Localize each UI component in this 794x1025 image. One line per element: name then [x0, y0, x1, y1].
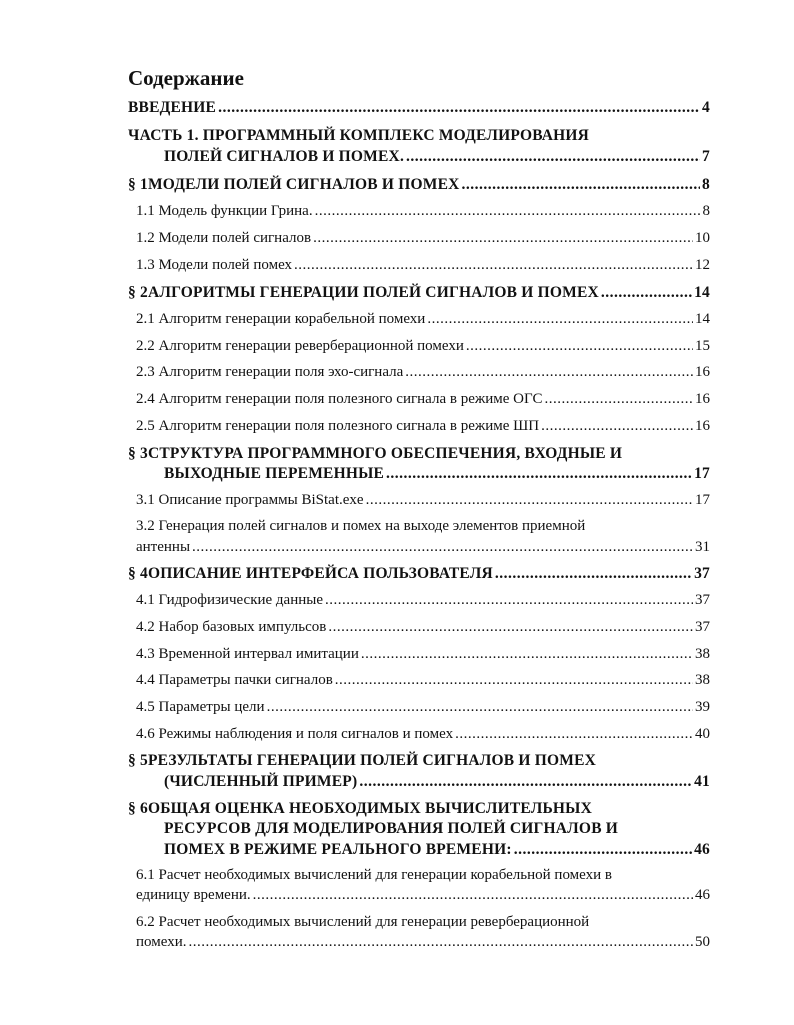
toc-entry-1-2[interactable]: 1.2 Модели полей сигналов ..... 10: [136, 230, 710, 247]
toc-entry-introduction[interactable]: ВВЕДЕНИЕ ..... 4: [128, 99, 710, 117]
toc-entry-section1[interactable]: § 1МОДЕЛИ ПОЛЕЙ СИГНАЛОВ И ПОМЕХ ..... 8: [128, 176, 710, 194]
toc-entry-section3-line1: § 3СТРУКТУРА ПРОГРАММНОГО ОБЕСПЕЧЕНИЯ, ВХОДНЫЕ И: [128, 445, 623, 462]
page-number: 46: [694, 841, 710, 858]
toc-entry-section6-line1: § 6ОБЩАЯ ОЦЕНКА НЕОБХОДИМЫХ ВЫЧИСЛИТЕЛЬНЫХ: [128, 800, 592, 817]
toc-entry-2-2[interactable]: 2.2 Алгоритм генерации реверберационной помехи ..... 15: [136, 338, 710, 355]
page-number: 16: [695, 364, 710, 380]
page-number: 8: [702, 203, 710, 219]
page-number: 17: [695, 492, 710, 508]
toc-entry-section6[interactable]: ПОМЕХ В РЕЖИМЕ РЕАЛЬНОГО ВРЕМЕНИ: ..... 46: [164, 841, 710, 859]
page-number: 46: [695, 887, 710, 903]
toc-entry-6-2-line1: 6.2 Расчет необходимых вычислений для генерации реверберационной: [136, 914, 590, 930]
toc-entry-section6-line2: РЕСУРСОВ ДЛЯ МОДЕЛИРОВАНИЯ ПОЛЕЙ СИГНАЛОВ И: [164, 820, 619, 837]
toc-entry-2-1[interactable]: 2.1 Алгоритм генерации корабельной помехи ..... 14: [136, 311, 710, 328]
toc-entry-1-3[interactable]: 1.3 Модели полей помех ..... 12: [136, 257, 710, 274]
page-number: 37: [695, 592, 710, 608]
page-number: 16: [695, 418, 710, 434]
page-number: 31: [695, 539, 710, 555]
toc-entry-4-3[interactable]: 4.3 Временной интервал имитации ..... 38: [136, 646, 710, 663]
toc-entry-4-1[interactable]: 4.1 Гидрофизические данные ..... 37: [136, 592, 710, 609]
page-number: 41: [694, 773, 710, 790]
toc-entry-2-3[interactable]: 2.3 Алгоритм генерации поля эхо-сигнала ..... 16: [136, 364, 710, 381]
toc-entry-part1-line1: ЧАСТЬ 1. ПРОГРАММНЫЙ КОМПЛЕКС МОДЕЛИРОВАНИЯ: [128, 127, 590, 144]
toc-entry-section3[interactable]: ВЫХОДНЫЕ ПЕРЕМЕННЫЕ ..... 17: [164, 465, 710, 483]
toc-entry-1-1[interactable]: 1.1 Модель функции Грина. ..... 8: [136, 203, 710, 220]
page-number: 8: [702, 176, 710, 193]
page-number: 15: [695, 338, 710, 354]
toc-entry-6-1[interactable]: единицу времени. ..... 46: [136, 887, 710, 904]
page-number: 40: [695, 726, 710, 742]
toc-heading: Содержание: [128, 66, 244, 90]
page-number: 38: [695, 646, 710, 662]
toc-entry-4-2[interactable]: 4.2 Набор базовых импульсов ..... 37: [136, 619, 710, 636]
toc-entry-6-2[interactable]: помехи. ..... 50: [136, 934, 710, 951]
toc-entry-4-4[interactable]: 4.4 Параметры пачки сигналов ..... 38: [136, 672, 710, 689]
toc-entry-6-1-line1: 6.1 Расчет необходимых вычислений для генерации корабельной помехи в: [136, 867, 612, 883]
toc-entry-section2[interactable]: § 2АЛГОРИТМЫ ГЕНЕРАЦИИ ПОЛЕЙ СИГНАЛОВ И ПОМЕХ ..... 14: [128, 284, 710, 302]
page-number: 4: [702, 99, 710, 116]
toc-entry-section5[interactable]: (ЧИСЛЕННЫЙ ПРИМЕР) ..... 41: [164, 773, 710, 791]
page-number: 10: [695, 230, 710, 246]
toc-entry-3-2[interactable]: антенны ..... 31: [136, 539, 710, 556]
toc-entry-3-1[interactable]: 3.1 Описание программы BiStat.exe ..... 17: [136, 492, 710, 509]
page-number: 17: [694, 465, 710, 482]
toc-entry-2-5[interactable]: 2.5 Алгоритм генерации поля полезного сигнала в режиме ШП ..... 16: [136, 418, 710, 435]
toc-entry-3-2-line1: 3.2 Генерация полей сигналов и помех на выходе элементов приемной: [136, 518, 586, 534]
toc-entry-part1[interactable]: ПОЛЕЙ СИГНАЛОВ И ПОМЕХ. ..... 7: [164, 148, 710, 166]
toc-entry-4-6[interactable]: 4.6 Режимы наблюдения и поля сигналов и помех ..... 40: [136, 726, 710, 743]
page-number: 50: [695, 934, 710, 950]
page-number: 16: [695, 391, 710, 407]
toc-entry-section4[interactable]: § 4ОПИСАНИЕ ИНТЕРФЕЙСА ПОЛЬЗОВАТЕЛЯ ..... 37: [128, 565, 710, 583]
toc-entry-section5-line1: § 5РЕЗУЛЬТАТЫ ГЕНЕРАЦИИ ПОЛЕЙ СИГНАЛОВ И ПОМЕХ: [128, 752, 597, 769]
page-number: 37: [694, 565, 710, 582]
toc-entry-2-4[interactable]: 2.4 Алгоритм генерации поля полезного сигнала в режиме ОГС ..... 16: [136, 391, 710, 408]
page-number: 14: [694, 284, 710, 301]
page-number: 38: [695, 672, 710, 688]
page-number: 37: [695, 619, 710, 635]
toc-entry-4-5[interactable]: 4.5 Параметры цели ..... 39: [136, 699, 710, 716]
page-number: 39: [695, 699, 710, 715]
page-number: 14: [695, 311, 710, 327]
page-number: 7: [702, 148, 710, 165]
page-number: 12: [695, 257, 710, 273]
